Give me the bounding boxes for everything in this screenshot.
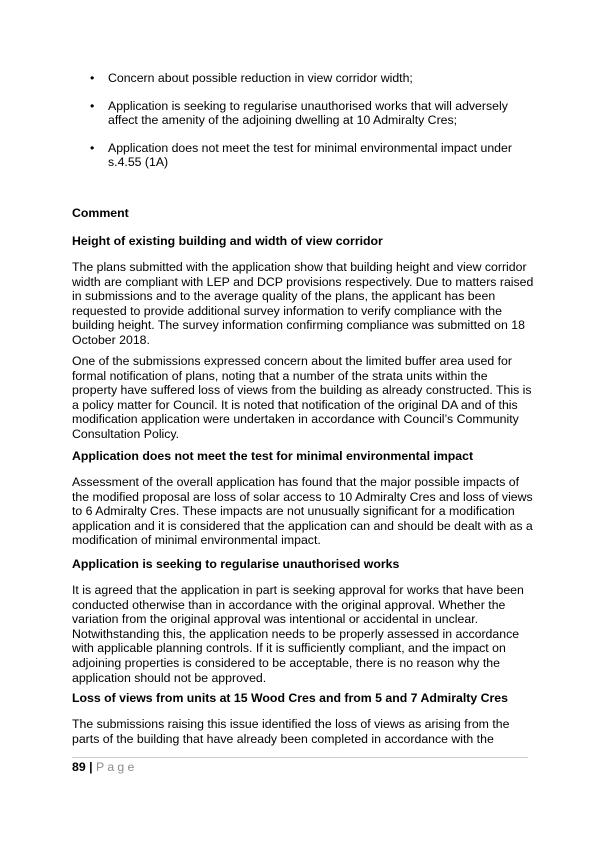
list-item [90,71,540,86]
list-item-text: Application is seeking to regularise unauthorised works that will adversely affect the amenity of the adjoining dwelling at 10 Admiralty Cres; [108,98,508,127]
bullet-icon: • [90,98,95,113]
section-heading: Application does not meet the test for minimal environmental impact [72,449,474,463]
bullet-icon: • [90,140,95,155]
bullet-icon: • [90,71,95,85]
section-heading: Height of existing building and width of view corridor [72,234,383,248]
section-heading: Loss of views from units at 15 Wood Cres and from 5 and 7 Admiralty Cres [72,691,508,705]
objection-list [90,71,540,183]
list-item-text: Application does not meet the test for minimal environmental impact under s.4.55 (1A) [108,140,512,169]
list-item [90,141,540,170]
footer-separator: | [89,760,93,774]
paragraph: One of the submissions expressed concern about the limited buffer area used for formal notification of plans, noting that a number of the strata units within the property have suffered loss of views from the building as already constructed. This is a policy matter for Council. It is noted that notification of the original DA and of this modification application were undertaken in accordance with Council’s Community Consultation Policy. [72,354,532,441]
list-item [90,99,540,128]
paragraph: It is agreed that the application in part is seeking approval for works that have been conducted otherwise than in accordance with the original approval. Whether the variation from the original approval was intentional or accidental in unclear. Notwithstanding this, the application needs to be properly assessed in accordance with applicable planning controls. If it is sufficiently compliant, and the impact on adjoining properties is considered to be acceptable, there is no reason why the application should not be approved. [72,583,524,685]
footer-divider [72,757,528,758]
page-number: 89 [72,760,86,774]
paragraph: The submissions raising this issue identified the loss of views as arising from the parts of the building that have already been completed in accordance with the [72,717,510,746]
page-label: Page [95,760,138,774]
page-footer [72,760,138,775]
paragraph: The plans submitted with the application show that building height and view corridor width are compliant with LEP and DCP provisions respectively. Due to matters raised in submissions and to the average quality of the plans, the applicant has been requested to provide additional survey information to verify compliance with the building height. The survey information confirming compliance was submitted on 18 October 2018. [72,260,534,347]
list-item-text: Concern about possible reduction in view corridor width; [108,71,413,85]
section-heading: Application is seeking to regularise unauthorised works [72,557,400,571]
comment-heading: Comment [72,206,129,220]
paragraph: Assessment of the overall application has found that the major possible impacts of the modified proposal are loss of solar access to 10 Admiralty Cres and loss of views to 6 Admiralty Cres. These impacts are not unusually significant for a modification application and it is considered that the application can and should be dealt with as a modification of minimal environmental impact. [72,475,533,548]
